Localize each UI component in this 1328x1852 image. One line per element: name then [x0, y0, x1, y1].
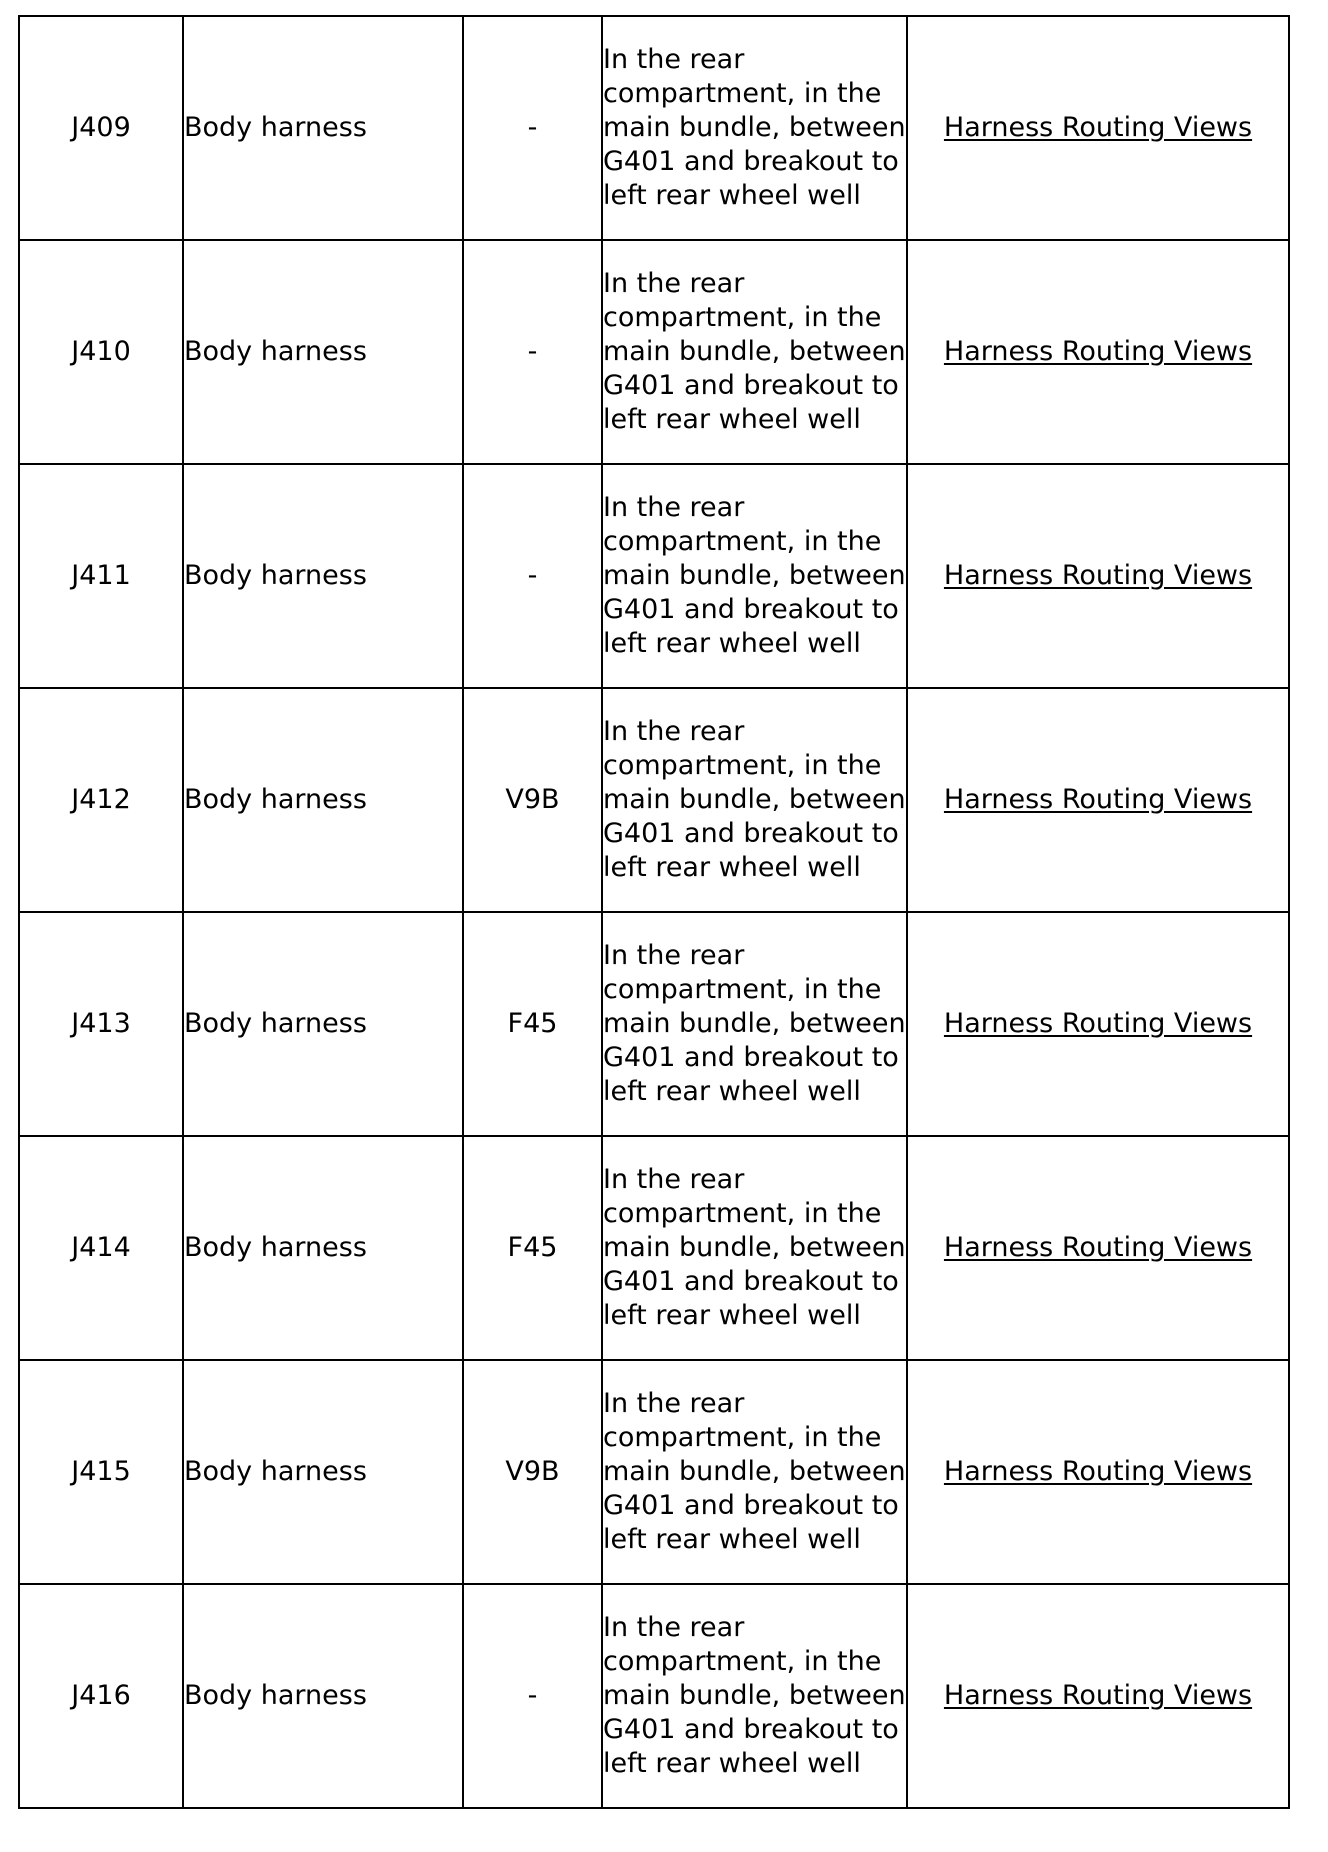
- harness-cell: Body harness: [183, 1584, 463, 1808]
- routing-view-cell: [907, 1584, 1289, 1808]
- harness-routing-views-link[interactable]: Harness Routing Views: [943, 784, 1253, 815]
- splice-id-cell: J412: [19, 688, 183, 912]
- harness-routing-views-link[interactable]: Harness Routing Views: [943, 112, 1253, 143]
- routing-view-cell: [907, 912, 1289, 1136]
- table-row: [19, 912, 1289, 1136]
- location-cell: In the rear compartment, in the main bundle, between G401 and breakout to left rear wheel well: [602, 16, 907, 240]
- location-cell: In the rear compartment, in the main bundle, between G401 and breakout to left rear wheel well: [602, 1584, 907, 1808]
- location-cell: In the rear compartment, in the main bundle, between G401 and breakout to left rear wheel well: [602, 240, 907, 464]
- harness-cell: Body harness: [183, 1136, 463, 1360]
- harness-cell: Body harness: [183, 1360, 463, 1584]
- table-row: [19, 1360, 1289, 1584]
- table-row: [19, 1136, 1289, 1360]
- harness-cell: Body harness: [183, 16, 463, 240]
- splice-id-cell: J414: [19, 1136, 183, 1360]
- harness-routing-views-link[interactable]: Harness Routing Views: [943, 1008, 1253, 1039]
- splice-id-cell: J409: [19, 16, 183, 240]
- routing-view-cell: [907, 1360, 1289, 1584]
- location-cell: In the rear compartment, in the main bundle, between G401 and breakout to left rear wheel well: [602, 1136, 907, 1360]
- location-cell: In the rear compartment, in the main bundle, between G401 and breakout to left rear wheel well: [602, 1360, 907, 1584]
- document-page: [18, 15, 1290, 1809]
- circuit-cell: F45: [463, 912, 602, 1136]
- routing-view-cell: [907, 464, 1289, 688]
- splice-id-cell: J411: [19, 464, 183, 688]
- table-row: [19, 16, 1289, 240]
- harness-cell: Body harness: [183, 464, 463, 688]
- location-cell: In the rear compartment, in the main bundle, between G401 and breakout to left rear wheel well: [602, 912, 907, 1136]
- circuit-cell: V9B: [463, 1360, 602, 1584]
- splice-location-table: [18, 15, 1290, 1809]
- table-row: [19, 1584, 1289, 1808]
- circuit-cell: -: [463, 240, 602, 464]
- harness-cell: Body harness: [183, 912, 463, 1136]
- harness-routing-views-link[interactable]: Harness Routing Views: [943, 1456, 1253, 1487]
- routing-view-cell: [907, 688, 1289, 912]
- harness-cell: Body harness: [183, 688, 463, 912]
- circuit-cell: -: [463, 464, 602, 688]
- splice-id-cell: J413: [19, 912, 183, 1136]
- circuit-cell: -: [463, 16, 602, 240]
- splice-id-cell: J410: [19, 240, 183, 464]
- location-cell: In the rear compartment, in the main bundle, between G401 and breakout to left rear wheel well: [602, 464, 907, 688]
- harness-routing-views-link[interactable]: Harness Routing Views: [943, 336, 1253, 367]
- circuit-cell: F45: [463, 1136, 602, 1360]
- table-row: [19, 688, 1289, 912]
- circuit-cell: V9B: [463, 688, 602, 912]
- splice-id-cell: J415: [19, 1360, 183, 1584]
- routing-view-cell: [907, 1136, 1289, 1360]
- circuit-cell: -: [463, 1584, 602, 1808]
- table-row: [19, 240, 1289, 464]
- routing-view-cell: [907, 16, 1289, 240]
- harness-cell: Body harness: [183, 240, 463, 464]
- harness-routing-views-link[interactable]: Harness Routing Views: [943, 1232, 1253, 1263]
- splice-id-cell: J416: [19, 1584, 183, 1808]
- harness-routing-views-link[interactable]: Harness Routing Views: [943, 560, 1253, 591]
- routing-view-cell: [907, 240, 1289, 464]
- table-row: [19, 464, 1289, 688]
- location-cell: In the rear compartment, in the main bundle, between G401 and breakout to left rear wheel well: [602, 688, 907, 912]
- harness-routing-views-link[interactable]: Harness Routing Views: [943, 1680, 1253, 1711]
